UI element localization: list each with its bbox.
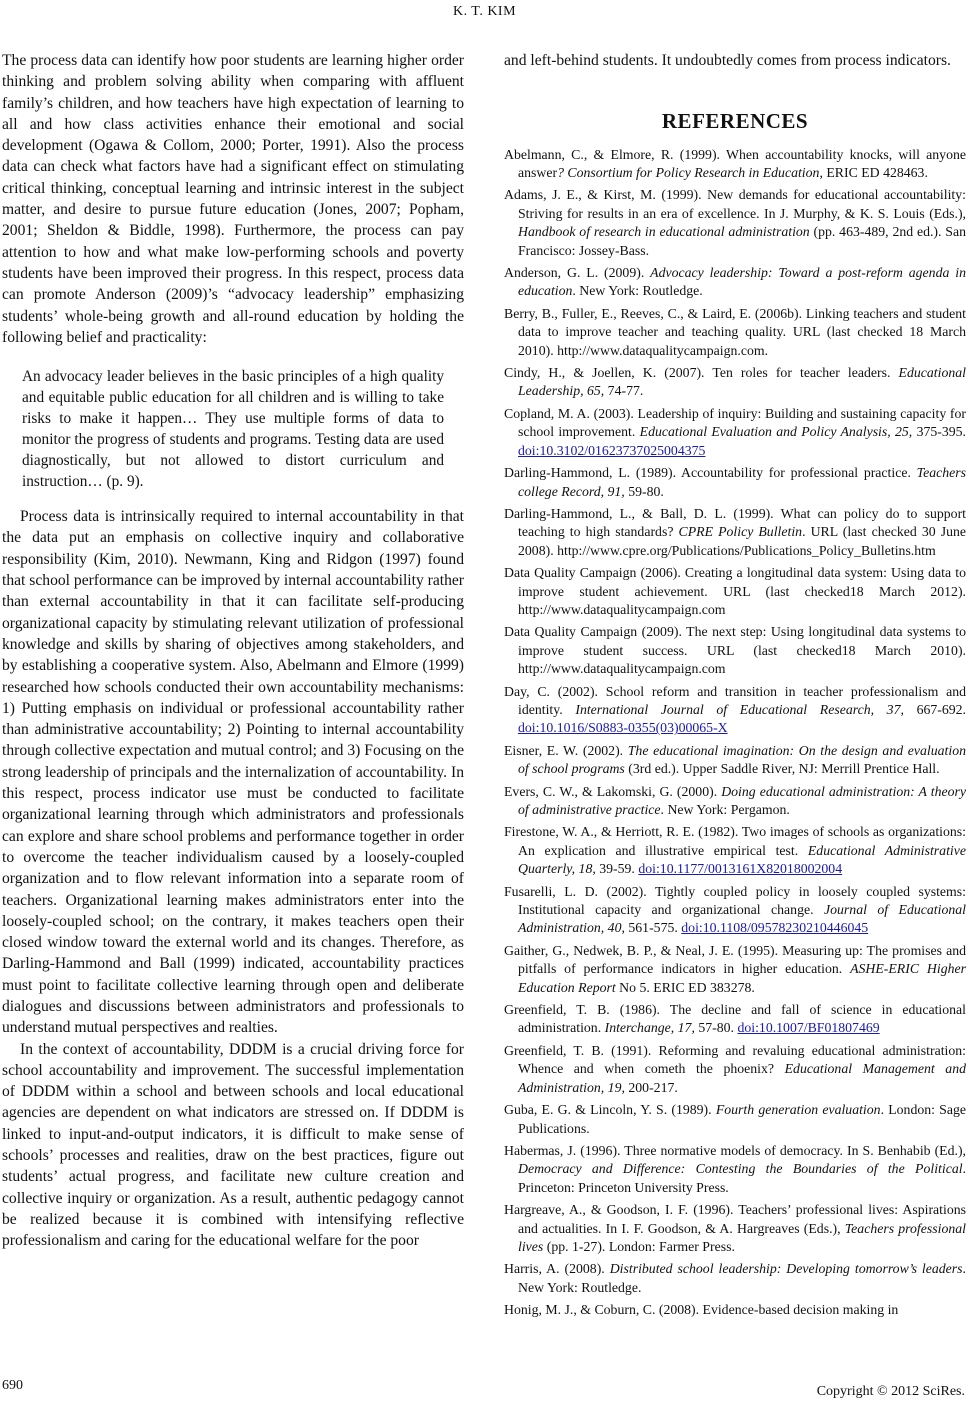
left-column <box>2 50 464 1252</box>
reference-entry <box>504 1101 966 1138</box>
reference-details: No 5. ERIC ED 383278. <box>615 979 755 995</box>
reference-source-title: Teachers college Record, 91, <box>518 465 966 499</box>
reference-text: Abelmann, C., & Elmore, R. (1999). When accountability knocks, will anyone answer <box>504 146 966 180</box>
reference-text: Evers, C. W., & Lakomski, G. (2000). <box>504 783 722 799</box>
reference-text: Hargreave, A., & Goodson, I. F. (1996). Teachers’ professional lives: Aspirations and actualities. In I. F. Goodson, & A. Hargreaves (Eds.), <box>504 1202 966 1236</box>
reference-text: Guba, E. G. & Lincoln, Y. S. (1989). <box>504 1102 716 1118</box>
reference-details: , ERIC ED 428463. <box>819 165 928 180</box>
page-number: 690 <box>2 1378 23 1393</box>
reference-text: Copland, M. A. (2003). Leadership of inquiry: Building and sustaining capacity for school improvement. <box>504 405 966 440</box>
block-quote: An advocacy leader believes in the basic principles of a high quality and equitable public education for all children and is willing to take risks to make it happen… They use multiple forms of data to monitor the progress of students and programs. Testing data are used diagnostically, but not allowed to distort curriculum and instruction… (p. 9). <box>22 368 444 491</box>
reference-entry <box>504 683 966 738</box>
reference-source-title: Journal of Educational Administration, 40, <box>518 902 966 936</box>
reference-text: Gaither, G., Nedwek, B. P., & Neal, J. E. (1995). Measuring up: The promises and pitfalls of performance indicators in higher education. <box>504 942 966 977</box>
reference-source-title: Interchange, 17, <box>604 1020 695 1036</box>
reference-source-title: Handbook of research in educational administration <box>518 224 810 240</box>
doi-link[interactable]: doi:10.1016/S0883-0355(03)00065-X <box>518 720 728 736</box>
reference-text: Habermas, J. (1996). Three normative models of democracy. In S. Benhabib (Ed.), <box>504 1142 966 1158</box>
reference-source-title: Democracy and Difference: Contesting the Boundaries of the Political <box>518 1161 963 1177</box>
reference-entry <box>504 1001 966 1038</box>
reference-text: Berry, B., Fuller, E., Reeves, C., & Laird, E. (2006b). Linking teachers and student data to improve teacher and teaching quality. URL (last checked 18 March 2010). http://www.dataqualitycampaign.com. <box>504 305 966 358</box>
reference-details: 74-77. <box>604 383 644 399</box>
reference-source-title: Distributed school leadership: Developing tomorrow’s leaders <box>609 1261 963 1277</box>
reference-source-title: The educational imagination: On the design and evaluation of school programs <box>518 742 966 777</box>
reference-entry <box>504 783 966 820</box>
reference-entry <box>504 364 966 401</box>
reference-details: 59-80. <box>624 483 664 499</box>
reference-source-title: Educational Management and Administration, 19, <box>518 1061 966 1095</box>
reference-source-title: Advocacy leadership: Toward a post-reform agenda in education <box>518 265 966 299</box>
reference-entry <box>504 1142 966 1197</box>
reference-details: (pp. 463-489, 2nd ed.). San Francisco: Jossey-Bass. <box>518 224 966 258</box>
reference-details: 57-80. <box>694 1020 738 1036</box>
reference-text: Darling-Hammond, L. (1989). Accountability for professional practice. <box>504 465 917 481</box>
reference-text: Data Quality Campaign (2006). Creating a longitudinal data system: Using data to improve student achievement. URL (last checked18 March 2012). http://www.dataqualitycampaign.com <box>504 565 966 617</box>
reference-entry <box>504 1301 966 1319</box>
reference-text: Honig, M. J., & Coburn, C. (2008). Evidence-based decision making in <box>504 1302 899 1318</box>
reference-source-title: Teachers professional lives <box>518 1220 966 1254</box>
reference-text: Data Quality Campaign (2009). The next step: Using longitudinal data systems to improve student success. URL (last checked18 March 2010). http://www.dataqualitycampaign.com <box>504 624 966 677</box>
reference-source-title: Educational Leadership, 65, <box>518 365 966 399</box>
reference-entry <box>504 186 966 260</box>
doi-link[interactable]: doi:10.3102/01623737025004375 <box>518 442 706 458</box>
reference-source-title: International Journal of Educational Research, 37, <box>575 701 904 717</box>
reference-list <box>504 146 966 1320</box>
reference-entry <box>504 623 966 678</box>
copyright-notice: Copyright © 2012 SciRes. <box>816 1384 965 1399</box>
reference-source-title: CPRE Policy Bulletin <box>678 524 803 540</box>
reference-entry <box>504 1042 966 1097</box>
running-header: K. T. KIM <box>452 4 517 19</box>
reference-entry <box>504 305 966 360</box>
reference-details: . New York: Routledge. <box>572 283 703 299</box>
reference-text: Day, C. (2002). School reform and transition in teacher professionalism and identity. <box>504 683 966 717</box>
reference-entry <box>504 146 966 183</box>
reference-text: Fusarelli, L. D. (2002). Tightly coupled policy in loosely coupled systems: Institutional capacity and organizational change. <box>504 883 966 918</box>
reference-text: Cindy, H., & Joellen, K. (2007). Ten roles for teacher leaders. <box>504 365 899 381</box>
body-paragraph-2: Process data is intrinsically required to internal accountability in that the data put an emphasis on collective inquiry and collaborative responsibility (Kim, 2010). Newmann, King and Ridgon (1997) found that school performance can be improved by internal accountability rather than external accountability in that it can facilitate self-producing organizational capacity by stimulating relevant utilization of professional knowledge and skills by sharing of objectives among stakeholders, and by establishing a cooperative system. Also, Abelmann and Elmore (1999) researched how schools conducted their own accountability mechanisms: 1) Putting emphasis on individual or professional accountability rather than administrative accountability; 2) Pointing to internal accountability through collective expectation and mutual control; and 3) Focusing on the strong leadership of principals and the internalization of accountability. In this respect, process indicator use must be conducted to facilitate organizational learning through which administrators and professionals can explore and share school problems and performance together in order to overcome the teacher individualism caused by a loosely-coupled organization and to flow relevant information into a separate room of teachers. Organizational learning makes administrators enter into the loosely-coupled school; on the contrary, it makes teachers open their closed window toward the external world and its changes. Therefore, as Darling-Hammond and Ball (1999) indicated, accountability practices must point to facilitate collective learning through open and deliberate dialogues and discussions between administrators and professionals to understand mutual perspectives and realties. <box>2 508 464 1037</box>
reference-source-title: ? Consortium for Policy Research in Education <box>557 165 820 180</box>
reference-entry <box>504 505 966 560</box>
reference-details: . URL (last checked 30 June 2008). http://www.cpre.org/Publications/Publications_Policy_Bulletins.htm <box>518 524 966 558</box>
reference-details: 667-692. <box>903 701 967 717</box>
body-paragraph-1: The process data can identify how poor students are learning higher order thinking and problem solving ability when comparing with affluent family’s children, and how teachers have high expectation of learning to all and how class activities enhance their emotional and social development (Ogawa & Collom, 2000; Porter, 1991). Also the process data can check what factors have had a significant effect on stimulating critical thinking, conceptual learning and intrinsic interest in the subject matter, and desire to pursue future education (Jones, 2007; Popham, 2001; Sheldon & Biddle, 1998). Furthermore, the process can pay attention to how and what make low-performing schools and poverty students have been improved their progress. In this respect, process data can promote Anderson (2009)’s “advocacy leadership” emphasizing students’ whole-being growth and all-round education by holding the following belief and practicality: <box>2 52 464 346</box>
reference-entry <box>504 823 966 878</box>
reference-entry <box>504 464 966 501</box>
reference-details: 200-217. <box>624 1079 678 1095</box>
reference-text: Greenfield, T. B. (1986). The decline and fall of science in educational administration. <box>504 1002 966 1036</box>
reference-source-title: Educational Evaluation and Policy Analysis, 25, <box>639 424 913 440</box>
reference-entry <box>504 264 966 301</box>
doi-link[interactable]: doi:10.1007/BF01807469 <box>737 1020 880 1036</box>
reference-text: Darling-Hammond, L., & Ball, D. L. (1999). What can policy do to support teaching to high standards? <box>504 505 966 540</box>
reference-details: 39-59. <box>595 861 639 877</box>
reference-entry <box>504 564 966 619</box>
references-heading: REFERENCES <box>661 109 809 134</box>
reference-source-title: Doing educational administration: A theory of administrative practice <box>518 783 966 817</box>
reference-details: 375-395. <box>912 424 966 440</box>
reference-details: . New York: Pergamon. <box>660 802 790 817</box>
reference-text: Harris, A. (2008). <box>504 1261 610 1277</box>
reference-details: . Princeton: Princeton University Press. <box>518 1161 966 1195</box>
reference-text: Anderson, G. L. (2009). <box>504 265 651 281</box>
reference-entry <box>504 942 966 997</box>
reference-details: . New York: Routledge. <box>518 1261 966 1295</box>
reference-entry <box>504 405 966 460</box>
reference-details: (pp. 1-27). London: Farmer Press. <box>543 1238 735 1254</box>
reference-source-title: Educational Administrative Quarterly, 18, <box>518 842 966 877</box>
doi-link[interactable]: doi:10.1108/09578230210446045 <box>681 920 869 936</box>
reference-entry <box>504 742 966 779</box>
doi-link[interactable]: doi:10.1177/0013161X82018002004 <box>638 861 843 877</box>
body-paragraph-3: In the context of accountability, DDDM is a crucial driving force for school accountability and improvement. The successful implementation of DDDM within a school and between schools and local educational agencies are dependent on what indicators are stressed on. If DDDM is linked to input-and-output indicators, it is difficult to make sense of schools’ processes and realities, draw on the best practices, figure out students’ actual progress, and facilitate new culture creation and collective inquiry or organization. As a result, authentic pedagogy cannot be realized because it is combined with intensifying reflective professionalism and caring for the educational welfare for the poor <box>2 1040 464 1250</box>
reference-details: . London: Sage Publications. <box>518 1102 966 1136</box>
reference-text: Firestone, W. A., & Herriott, R. E. (1982). Two images of schools as organizations: An explication and illustrative empirical test. <box>504 824 966 858</box>
body-paragraph-continuation: and left-behind students. It undoubtedly comes from process indicators. <box>504 52 951 69</box>
reference-source-title: ASHE-ERIC Higher Education Report <box>518 961 966 995</box>
reference-source-title: Fourth generation evaluation <box>715 1102 881 1118</box>
reference-details: (3rd ed.). Upper Saddle River, NJ: Merrill Prentice Hall. <box>624 761 940 777</box>
right-column <box>504 50 966 1324</box>
reference-entry <box>504 1201 966 1256</box>
reference-text: Eisner, E. W. (2002). <box>504 742 628 758</box>
reference-text: Adams, J. E., & Kirst, M. (1999). New demands for educational accountability: Striving for results in an era of excellence. In J. Murphy, & K. S. Louis (Eds.), <box>504 187 966 221</box>
reference-entry <box>504 1260 966 1297</box>
reference-text: Greenfield, T. B. (1991). Reforming and revaluing educational administration: Whence and when cometh the phoenix? <box>504 1042 966 1077</box>
reference-entry <box>504 883 966 938</box>
reference-details: 561-575. <box>624 920 682 936</box>
